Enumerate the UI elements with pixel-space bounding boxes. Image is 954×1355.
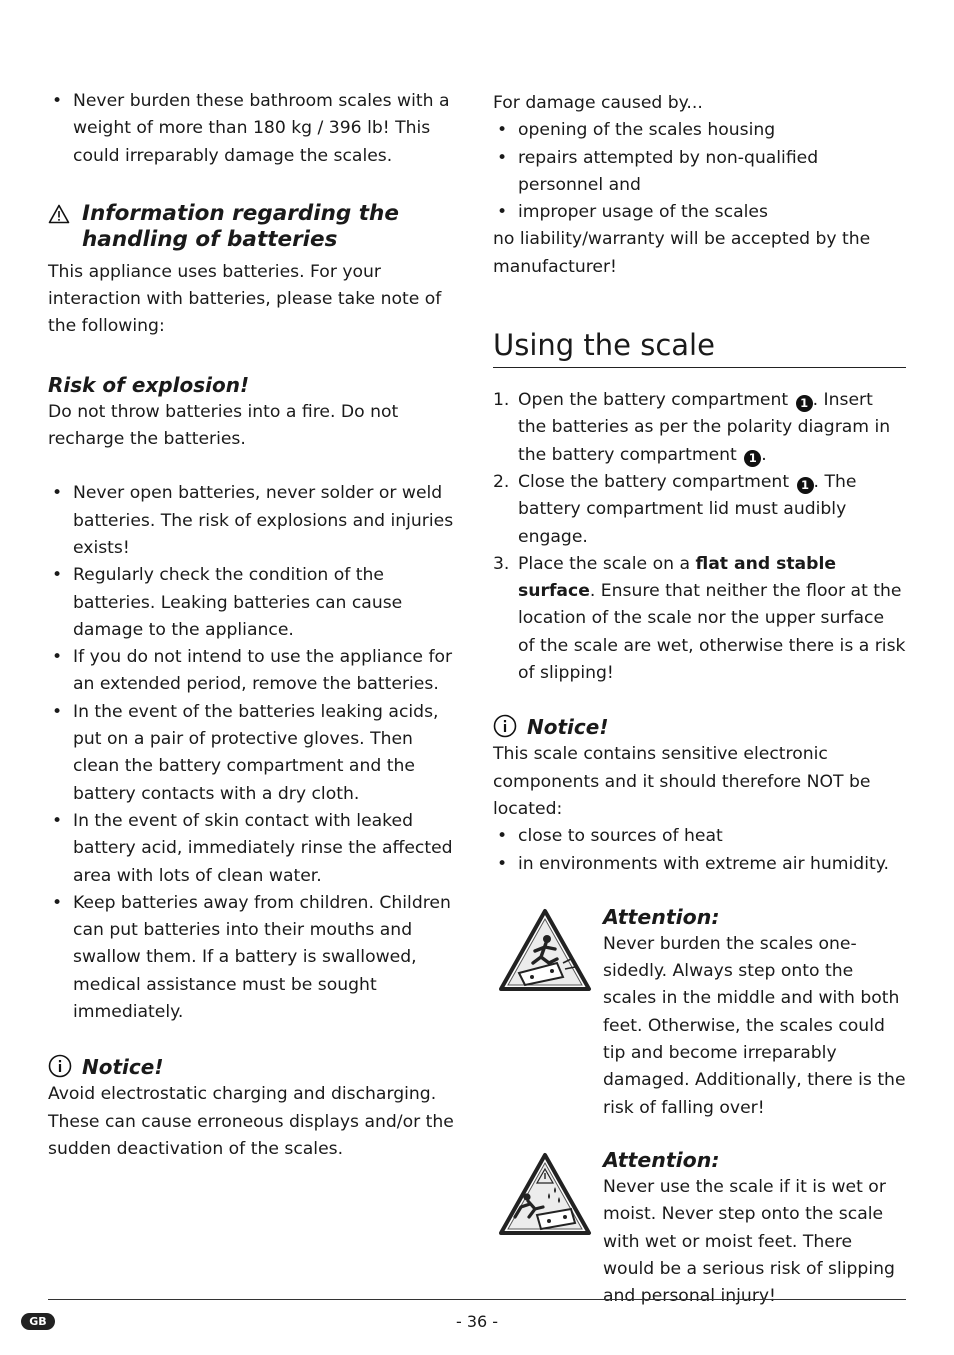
risk-text: Do not throw batteries into a fire. Do not recharge the batteries. — [48, 401, 399, 450]
list-item: • Never burden these bathroom scales with a weight of more than 180 kg / 396 lb! This could irreparably damage the scales. — [48, 88, 462, 170]
notice-heading — [493, 713, 906, 741]
damage-intro: For damage caused by... — [493, 93, 703, 113]
step-text: Close the battery compartment — [518, 471, 790, 492]
notice-text: Avoid electrostatic charging and discharging. These can cause erroneous displays and/or the sudden deactivation of the scales. — [48, 1084, 454, 1159]
battery-compartment-ref: 1 — [797, 477, 814, 494]
attention-heading: Attention: — [603, 1147, 720, 1172]
attention-text: Never burden the scales one-sidedly. Always step onto the scales in the middle and with both feet. Otherwise, the scales could tip and become irreparably damaged. Additionally, there is the risk of falling over! — [603, 933, 906, 1118]
weight-limit-list — [48, 88, 462, 170]
attention-block-slipping — [493, 1146, 906, 1310]
list-item: • Regularly check the condition of the batteries. Leaking batteries can cause damage to the appliance. — [48, 562, 462, 644]
step-text: Open the battery compartment — [518, 390, 789, 411]
notice-list — [493, 823, 906, 878]
page-number: - 36 - — [455, 1312, 499, 1331]
step-text: . The battery compartment lid must audibly engage. — [518, 471, 857, 547]
step-item — [493, 551, 906, 687]
step-number: 2. — [493, 471, 510, 492]
batteries-heading-line2: handling of batteries — [82, 226, 338, 252]
list-item: • Never open batteries, never solder or weld batteries. The risk of explosions and injuries exists! — [48, 480, 462, 562]
step-text: . Ensure that neither the floor at the location of the scale nor the upper surface of the scale are wet, otherwise there is a risk of slipping! — [518, 581, 906, 684]
batteries-heading-line1: Information regarding the — [82, 200, 399, 226]
list-item: • In the event of the batteries leaking acids, put on a pair of protective gloves. Then clean the battery compartment and the battery contacts with a dry cloth. — [48, 699, 462, 808]
batteries-heading — [48, 201, 462, 253]
notice-text: This scale contains sensitive electronic components and it should therefore NOT be located: — [493, 744, 871, 819]
list-item: • close to sources of heat — [493, 823, 906, 850]
step-number: 1. — [493, 390, 510, 411]
list-item: • repairs attempted by non-qualified personnel and — [493, 145, 906, 200]
step-number: 3. — [493, 553, 510, 574]
info-icon — [493, 714, 517, 745]
list-item: • Keep batteries away from children. Children can put batteries into their mouths and swallow them. If a battery is swallowed, medical assistance must be sought immediately. — [48, 890, 462, 1026]
attention-block-tipping — [493, 903, 906, 1122]
step-text: Place the scale on a — [518, 553, 696, 574]
list-item: • If you do not intend to use the appliance for an extended period, remove the batteries. — [48, 644, 462, 699]
list-item: • opening of the scales housing — [493, 117, 906, 144]
notice-heading-text: Notice! — [82, 1055, 164, 1080]
attention-heading: Attention: — [603, 904, 720, 929]
step-emphasis: flat and stable surface — [518, 553, 837, 602]
slip-hazard-pictogram — [497, 1151, 593, 1246]
damage-outro: no liability/warranty will be accepted by the manufacturer! — [493, 229, 871, 277]
step-text: . Insert the batteries as per the polarity diagram in the battery compartment — [518, 390, 891, 465]
battery-compartment-ref: 1 — [796, 395, 813, 412]
section-title: Using the scale — [493, 327, 906, 368]
notice-heading — [48, 1053, 462, 1081]
footer-divider — [48, 1299, 906, 1300]
warning-triangle-icon — [48, 204, 70, 231]
battery-compartment-ref: 1 — [744, 450, 761, 467]
list-item: • improper usage of the scales — [493, 199, 906, 226]
info-icon — [48, 1054, 72, 1085]
batteries-intro: This appliance uses batteries. For your interaction with batteries, please take note of the following: — [48, 261, 442, 337]
left-column — [48, 88, 462, 1163]
list-item: • In the event of skin contact with leaked battery acid, immediately rinse the affected area with lots of clean water. — [48, 808, 462, 890]
list-item: • in environments with extreme air humidity. — [493, 851, 906, 878]
usage-steps — [493, 387, 906, 687]
damage-list — [493, 117, 906, 226]
notice-heading-text: Notice! — [527, 715, 609, 740]
battery-safety-list — [48, 480, 462, 1026]
step-text: . — [761, 444, 767, 465]
tipping-hazard-pictogram — [497, 907, 593, 1002]
risk-of-explosion-heading: Risk of explosion! — [48, 372, 250, 397]
attention-text: Never use the scale if it is wet or moist. Never step onto the scale with wet or moist feet. There would be a serious risk of slipping and personal injury! — [603, 1176, 895, 1307]
right-column — [493, 90, 906, 1310]
country-badge: GB — [21, 1313, 55, 1330]
step-item — [493, 387, 906, 469]
step-item — [493, 469, 906, 551]
